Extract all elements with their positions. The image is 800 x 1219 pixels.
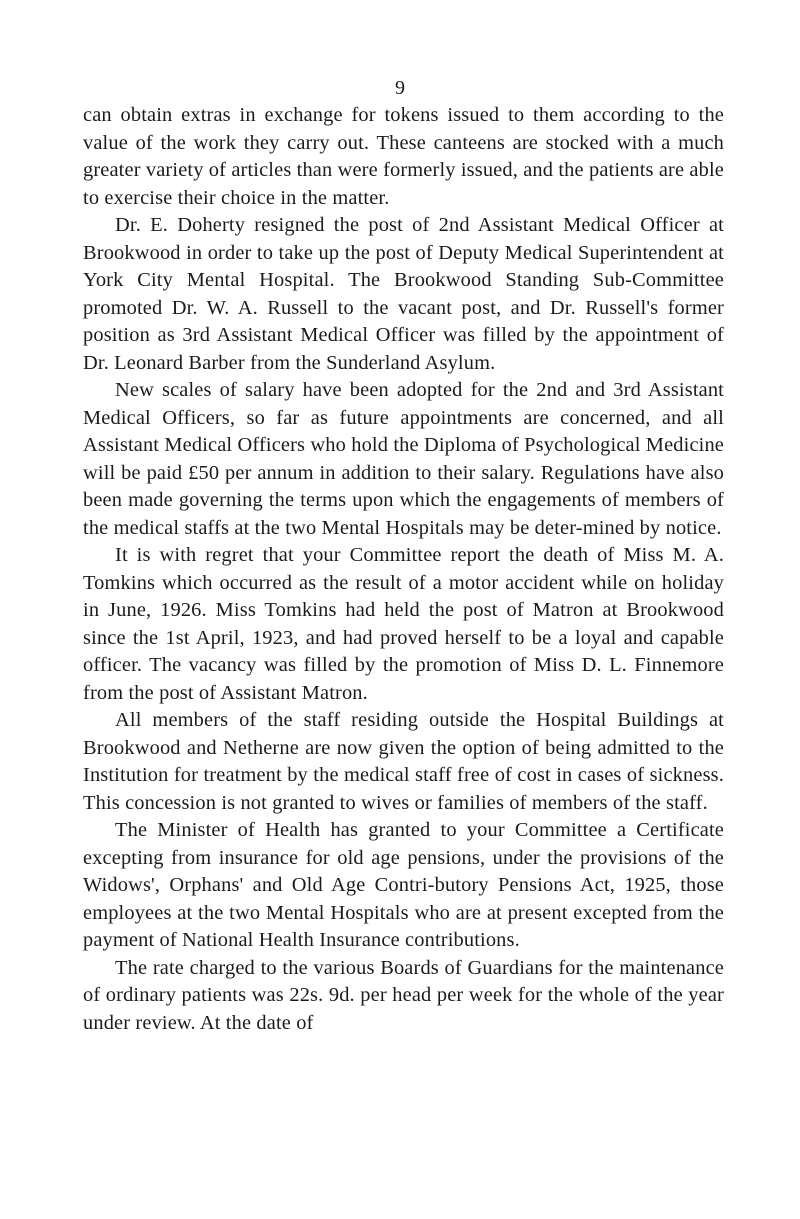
paragraph-canteen-extras: can obtain extras in exchange for tokens issued to them according to the value of the work they carry out. These canteens are stocked with a much greater variety of articles than were formerly issued, and the patients are able to exercise their choice in the matter.	[83, 104, 724, 209]
paragraph-insurance-certificate: The Minister of Health has granted to your Committee a Certificate excepting from insurance for old age pensions, under the provisions of the Widows', Orphans' and Old Age Contri-butory Pensions Act, 1925, those employees at the two Mental Hospitals who are at present excepted from the payment of National Health Insurance contributions.	[83, 819, 724, 951]
paragraph-guardians-rate: The rate charged to the various Boards of Guardians for the maintenance of ordinary patients was 22s. 9d. per head per week for the whole of the year under review. At the date of	[83, 956, 724, 1034]
body-text	[83, 102, 724, 1037]
paragraph-salary-scales: New scales of salary have been adopted for the 2nd and 3rd Assistant Medical Officers, so far as future appointments are concerned, and all Assistant Medical Officers who hold the Diploma of Psychological Medicine will be paid £50 per annum in addition to their salary. Regulations have also been made governing the terms upon which the engagements of members of the medical staffs at the two Mental Hospitals may be deter-mined by notice.	[83, 379, 724, 539]
page-number: 9	[395, 77, 405, 99]
paragraph-doherty-resignation: Dr. E. Doherty resigned the post of 2nd Assistant Medical Officer at Brookwood in order to take up the post of Deputy Medical Superintendent at York City Mental Hospital. The Brookwood Standing Sub-Committee promoted Dr. W. A. Russell to the vacant post, and Dr. Russell's former position as 3rd Assistant Medical Officer was filled by the appointment of Dr. Leonard Barber from the Sunderland Asylum.	[83, 214, 724, 374]
paragraph-staff-treatment: All members of the staff residing outside the Hospital Buildings at Brookwood and Netherne are now given the option of being admitted to the Institution for treatment by the medical staff free of cost in cases of sickness. This concession is not granted to wives or families of members of the staff.	[83, 709, 724, 814]
paragraph-tomkins-death: It is with regret that your Committee report the death of Miss M. A. Tomkins which occurred as the result of a motor accident while on holiday in June, 1926. Miss Tomkins had held the post of Matron at Brookwood since the 1st April, 1923, and had proved herself to be a loyal and capable officer. The vacancy was filled by the promotion of Miss D. L. Finnemore from the post of Assistant Matron.	[83, 544, 724, 704]
